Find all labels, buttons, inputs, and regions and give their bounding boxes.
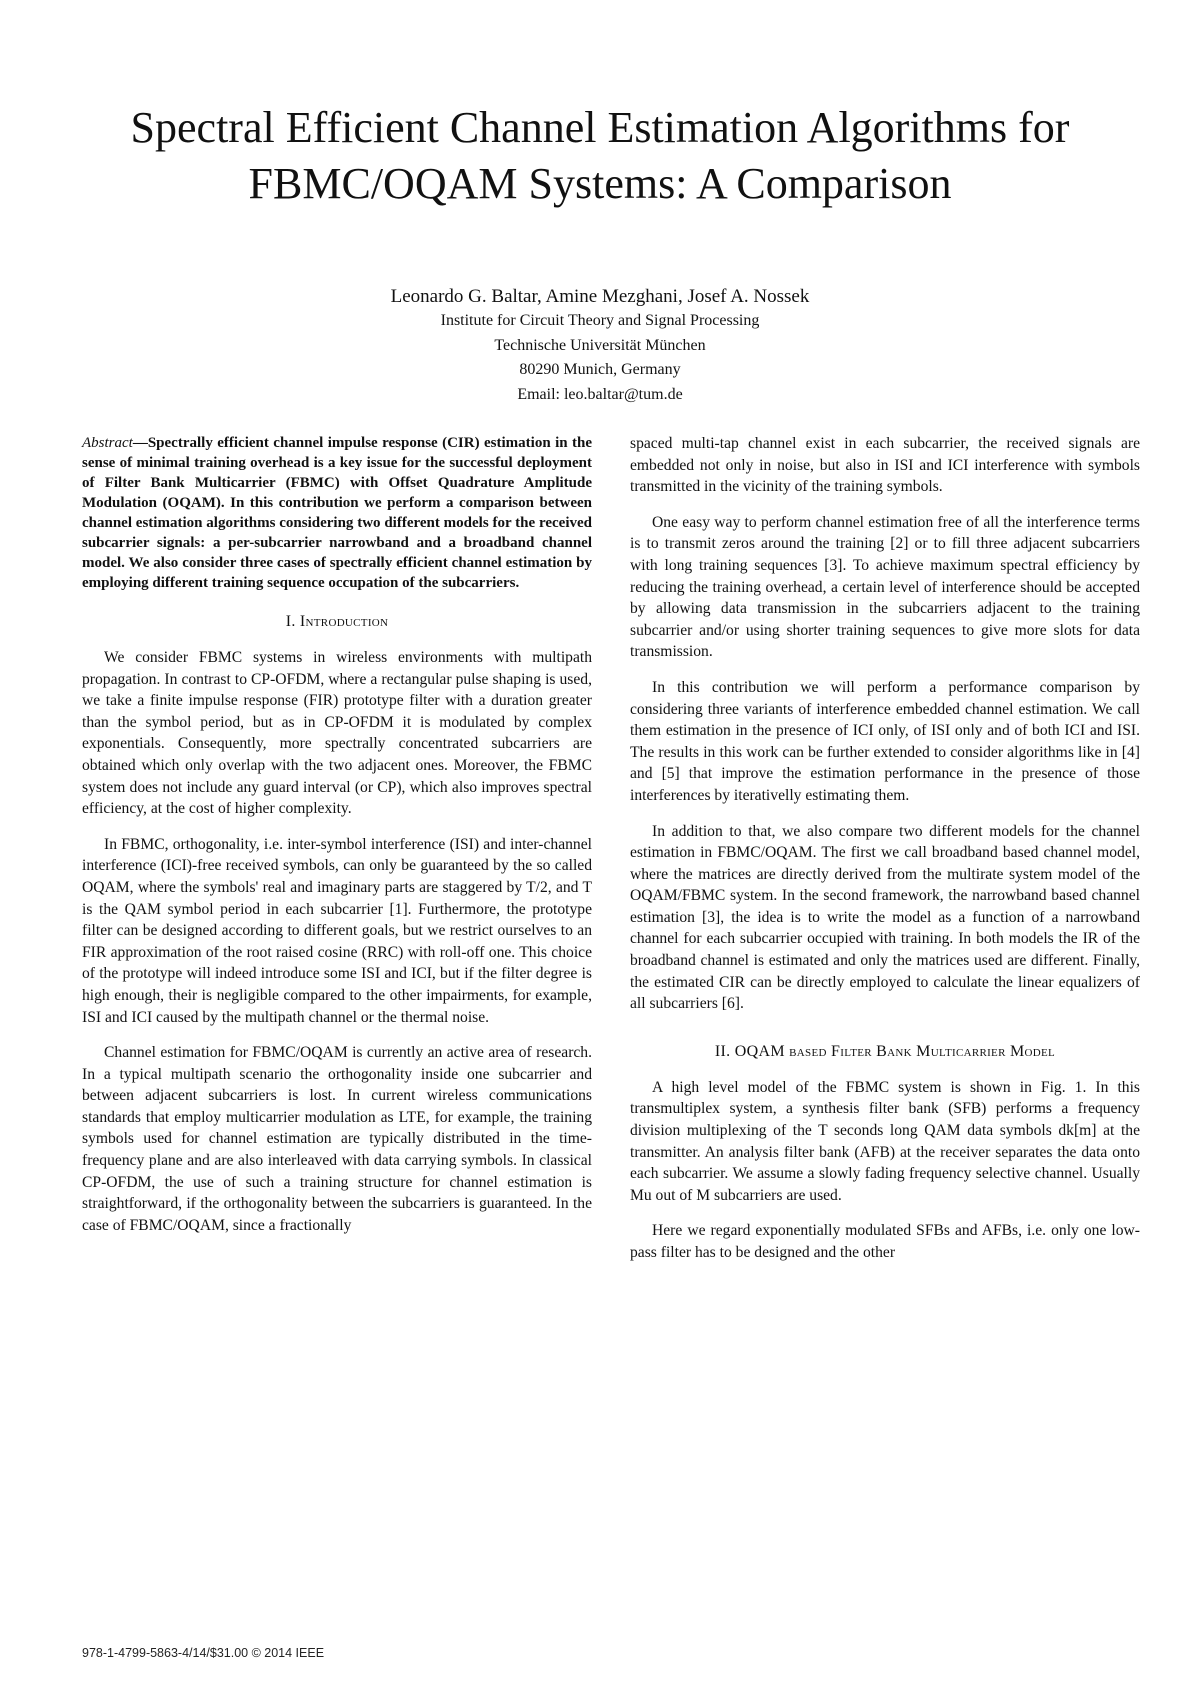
affiliation-city: 80290 Munich, Germany — [519, 361, 681, 378]
left-column — [82, 433, 592, 1250]
paper-title — [60, 100, 1140, 212]
paragraph: Here we regard exponentially modulated SFBs and AFBs, i.e. only one low-pass filter has to be designed and the other — [630, 1222, 1140, 1261]
title-line-2: FBMC/OQAM Systems: A Comparison — [248, 159, 952, 208]
affiliation-institute: Institute for Circuit Theory and Signal Processing — [440, 312, 760, 329]
title-line-1: Spectral Efficient Channel Estimation Algorithms for — [130, 103, 1070, 152]
paragraph: One easy way to perform channel estimation free of all the interference terms is to transmit zeros around the training [2] or to fill three adjacent subcarriers with long training sequences [3]. To achieve maximum spectral efficiency by reducing the training overhead, a certain level of interference should be accepted by allowing data transmission in the subcarriers adjacent to the training subcarrier and/or using shorter training sequences to give more slots for data transmission. — [630, 513, 1140, 661]
abstract-text: —Spectrally efficient channel impulse response (CIR) estimation in the sense of minimal training overhead is a key issue for the successful deployment of Filter Bank Multicarrier (FBMC) with Offset Quadrature Amplitude Modulation (OQAM). In this contribution we perform a comparison between channel estimation algorithms considering two different models for the received subcarrier signals: a per-subcarrier narrowband and a broadband channel model. We also consider three cases of spectrally efficient channel estimation by employing different training sequence occupation of the subcarriers. — [82, 435, 592, 591]
paragraph: We consider FBMC systems in wireless environments with multipath propagation. In contrast to CP-OFDM, where a rectangular pulse shaping is used, we take a finite impulse response (FIR) prototype filter with a duration greater than the symbol period, but as in CP-OFDM it is modulated by complex exponentials. Consequently, more spectrally concentrated subcarriers are obtained which only overlap with the two adjacent ones. Moreover, the FBMC system does not include any guard interval (or CP), which also improves spectral efficiency, at the cost of higher complexity. — [82, 649, 592, 818]
paragraph: In addition to that, we also compare two different models for the channel estimation in FBMC/OQAM. The first we call broadband based channel model, where the matrices are directly derived from the multirate system model of the OQAM/FBMC system. In the second framework, the narrowband based channel estimation [3], the idea is to write the model as a function of a narrowband channel for each subcarrier occupied with training. In both models the IR of the broadband channel is estimated and only the matrices used are different. Finally, the estimated CIR can be directly employed to calculate the linear equalizers of all subcarriers [6]. — [630, 822, 1140, 1013]
paragraph: A high level model of the FBMC system is shown in Fig. 1. In this transmultiplex system, a synthesis filter bank (SFB) performs a frequency division multiplexing of the T seconds long QAM data symbols dk[m] at the transmitter. An analysis filter bank (AFB) at the receiver separates the data onto each subcarrier. We assume a slowly fading frequency selective channel. Usually Mu out of M subcarriers are used. — [630, 1078, 1140, 1204]
section-heading-oqam-model: II. OQAM based Filter Bank Multicarrier Model — [714, 1042, 1056, 1060]
right-column — [630, 433, 1140, 1278]
affiliation-university: Technische Universität München — [494, 336, 706, 354]
paragraph: In FBMC, orthogonality, i.e. inter-symbol interference (ISI) and inter-channel interference (ICI)-free received symbols, can only be guaranteed by the so called OQAM, where the symbols' real and imaginary parts are staggered by T/2, and T is the QAM symbol period in each subcarrier [1]. Furthermore, the prototype filter can be designed according to different goals, but we restrict ourselves to an FIR approximation of the root raised cosine (RRC) with roll-off one. This choice of the prototype will indeed introduce some ISI and ICI, but if the filter degree is high enough, their is negligible compared to the other impairments, for example, ISI and ICI caused by the multipath channel or the thermal noise. — [82, 835, 592, 1026]
paragraph: spaced multi-tap channel exist in each subcarrier, the received signals are embedded not only in noise, but also in ISI and ICI interference with symbols transmitted in the vicinity of the training symbols. — [630, 435, 1140, 496]
paragraph: In this contribution we will perform a performance comparison by considering three variants of interference embedded channel estimation. We call them estimation in the presence of ICI only, of ISI only and of both ICI and ISI. The results in this work can be further extended to consider algorithms like in [4] and [5] that improve the estimation performance in the presence of those interferences by iterativelly estimating them. — [630, 678, 1140, 804]
abstract — [82, 433, 592, 593]
paragraph: Channel estimation for FBMC/OQAM is currently an active area of research. In a typical multipath scenario the orthogonality inside one subcarrier and between adjacent subcarriers is lost. In current wireless communications standards that employ multicarrier modulation as LTE, for example, the training symbols used for channel estimation are typically distributed in the time-frequency plane and are also interleaved with data carrying symbols. In classical CP-OFDM, the use of such a training structure for channel estimation is straightforward, if the orthogonality between the subcarriers is guaranteed. In the case of FBMC/OQAM, since a fractionally — [82, 1044, 592, 1234]
copyright-footer: 978-1-4799-5863-4/14/$31.00 © 2014 IEEE — [82, 1646, 325, 1660]
authors: Leonardo G. Baltar, Amine Mezghani, Josef A. Nossek — [390, 286, 810, 307]
affiliation-email: Email: leo.baltar@tum.de — [517, 385, 683, 403]
author-block — [200, 284, 1000, 407]
abstract-label: Abstract — [82, 435, 133, 451]
section-heading-introduction: I. Introduction — [285, 613, 389, 630]
